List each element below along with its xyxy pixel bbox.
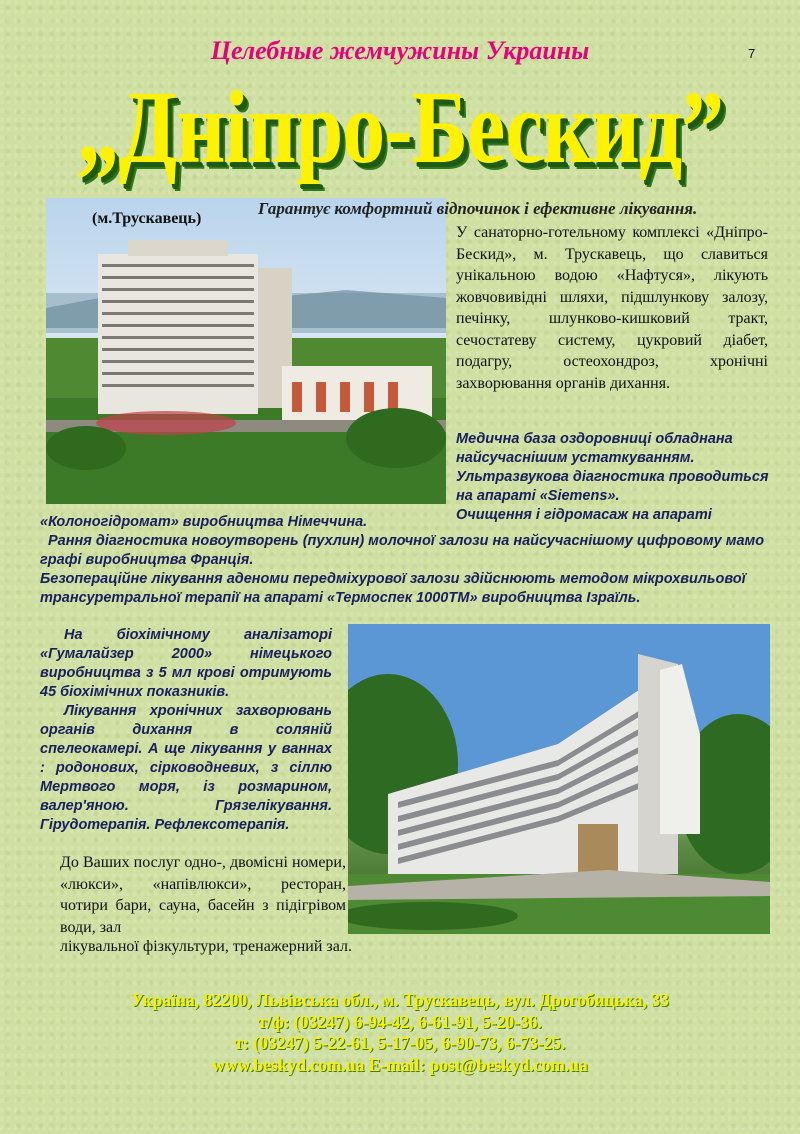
medical-wide-line: «Колоногідромат» виробництва Німеччина. [40,514,368,530]
services-last-line: лікувальної фізкультури, тренажерний зал. [60,938,352,955]
address-line: Україна, 82200, Львівська обл., м. Трускавець, вул. Дрогобицька, 33 [131,990,669,1010]
contact-footer [0,990,800,1076]
phone-line: т: (03247) 5-22-61, 5-17-05, 6-90-73, 6-73-25. [234,1033,566,1053]
main-title: „Дніпро-Бескид” [76,70,724,185]
medical-right-line: Медична база оздоровниці обладнана найсучаснішим устаткуванням. [456,431,733,466]
medical-right-line: Ультразвукова діагностика проводиться на апараті «Siemens». [456,469,769,504]
services-paragraph: До Ваших послуг одно-, двомісні номери, «люкси», «напівлюкси», ресторан, чотири бари, сауна, басейн з підігрівом води, зал [60,854,346,936]
medical-left-para: Лікування хронічних захворювань органів дихання в соляній спелеокамері. А ще лікування у ваннах : родонових, сірководневих, з сіллю Мертвого моря, із розмарином, валер'яною. Грязелікування. Гірудотерапія. Рефлексотерапія. [40,703,332,833]
medical-base-right [456,430,770,525]
hotel-illustration-2 [348,624,770,934]
hotel-photo-2 [348,624,770,934]
hotel-photo-1 [46,198,446,504]
page-number: 7 [748,46,756,61]
intro-paragraph: У санаторно-готельному комплексі «Дніпро-Бескид», м. Трускавець, що славиться унікальною водою «Нафтуся», лікують жовчовивідні шляхи, підшлункову залозу, печінку, шлунково-кишковий тракт, сечостатеву систему, цукровий діабет, подагру, остеохондроз, хронічні захворювання органів дихання. [456,224,768,392]
medical-base-left [40,626,332,835]
medical-left-para: На біохімічному аналізаторі «Гумалайзер 2000» німецького виробництва з 5 мл крові отримують 45 біохімічних показників. [40,627,332,700]
medical-right-line: Очищення і гідромасаж на апараті [456,507,712,523]
medical-wide-line: Рання діагностика новоутворень (пухлин) молочної залози на найсучаснішому цифровому мамо графі виробництва Франція. [40,533,765,568]
phone-fax-line: т/ф: (03247) 6-94-42, 6-61-91, 5-20-36. [258,1011,542,1032]
series-title: Целебные жемчужины Украины [210,36,590,65]
photo-location-caption: (м.Трускавець) [92,210,202,227]
hotel-illustration-1 [46,198,446,504]
web-email-line: www.beskyd.com.ua E-mail: post@beskyd.com.ua [212,1054,588,1075]
tagline: Гарантує комфортний відпочинок і ефективне лікування. [258,199,698,218]
medical-base-wide [40,513,770,608]
medical-wide-line: Безопераційне лікування аденоми передміхурової залози здійснюють методом мікрохвильової трансуретральної терапії на апараті «Термоспек 1000ТМ» виробництва Ізраїль. [40,571,746,606]
